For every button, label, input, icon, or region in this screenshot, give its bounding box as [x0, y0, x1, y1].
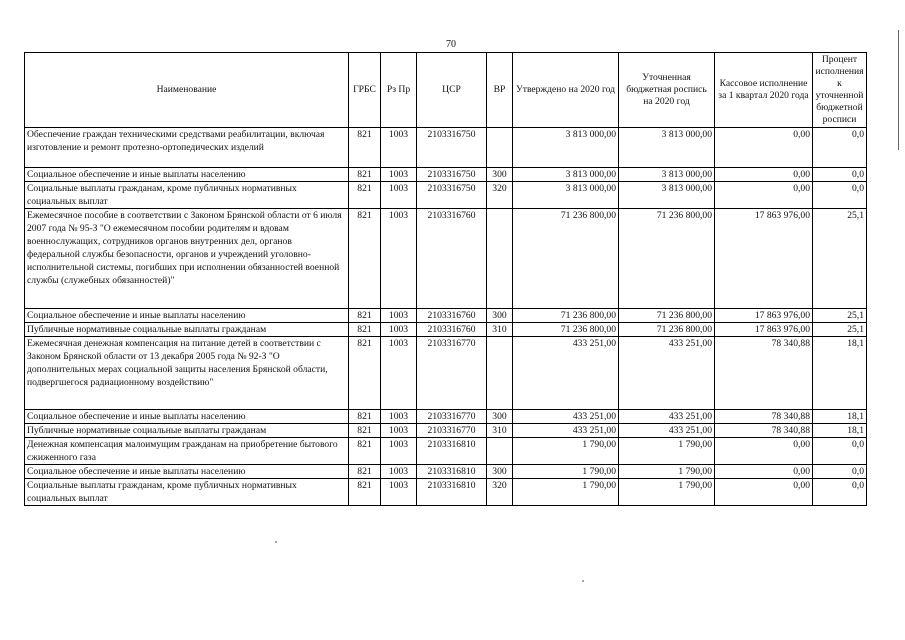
row-grbs: 821 — [349, 309, 381, 323]
row-rzpr: 1003 — [381, 182, 417, 209]
table-row — [25, 309, 867, 323]
row-csr: 2103316750 — [417, 168, 487, 182]
row-refined: 71 236 800,00 — [619, 309, 715, 323]
row-csr: 2103316770 — [417, 424, 487, 438]
row-approved: 1 790,00 — [513, 479, 619, 506]
row-grbs: 821 — [349, 465, 381, 479]
table-row — [25, 465, 867, 479]
row-name: Ежемесячная денежная компенсация на питание детей в соответствии с Законом Брянской области от 13 декабря 2005 года № 92-З "О дополнительных мерах социальной защиты населения Брянской области, подвергшегося радиационному воздействию" — [25, 337, 349, 410]
row-name: Денежная компенсация малоимущим гражданам на приобретение бытового сжиженного газа — [25, 438, 349, 465]
row-approved: 3 813 000,00 — [513, 168, 619, 182]
row-approved: 1 790,00 — [513, 465, 619, 479]
row-cash: 17 863 976,00 — [715, 209, 813, 309]
row-cash: 17 863 976,00 — [715, 309, 813, 323]
row-rzpr: 1003 — [381, 128, 417, 168]
row-percent: 0,0 — [813, 168, 867, 182]
row-percent: 0,0 — [813, 182, 867, 209]
table-row — [25, 168, 867, 182]
header-grbs: ГРБС — [349, 53, 381, 128]
row-grbs: 821 — [349, 168, 381, 182]
header-csr: ЦСР — [417, 53, 487, 128]
row-grbs: 821 — [349, 424, 381, 438]
row-percent: 18,1 — [813, 410, 867, 424]
row-csr: 2103316810 — [417, 465, 487, 479]
row-grbs: 821 — [349, 128, 381, 168]
row-percent: 25,1 — [813, 323, 867, 337]
row-name: Ежемесячное пособие в соответствии с Законом Брянской области от 6 июля 2007 года № 95-З "О ежемесячном пособии родителям и вдовам военнослужащих, сотрудников органов внутренних дел, органов федеральной службы безопасности, органов и учреждений уголовно-исполнительной системы, погибших при исполнении обязанностей военной службы (служебных обязанностей)" — [25, 209, 349, 309]
row-percent: 0,0 — [813, 128, 867, 168]
row-name: Публичные нормативные социальные выплаты гражданам — [25, 323, 349, 337]
row-grbs: 821 — [349, 209, 381, 309]
row-csr: 2103316810 — [417, 479, 487, 506]
header-row — [25, 53, 867, 128]
table-row — [25, 128, 867, 168]
row-name: Обеспечение граждан техническими средствами реабилитации, включая изготовление и ремонт протезно-ортопедических изделий — [25, 128, 349, 168]
table-row — [25, 209, 867, 309]
header-approved: Утверждено на 2020 год — [513, 53, 619, 128]
row-grbs: 821 — [349, 182, 381, 209]
row-refined: 1 790,00 — [619, 438, 715, 465]
row-approved: 433 251,00 — [513, 424, 619, 438]
table-row — [25, 323, 867, 337]
row-refined: 1 790,00 — [619, 465, 715, 479]
row-refined: 3 813 000,00 — [619, 128, 715, 168]
row-rzpr: 1003 — [381, 479, 417, 506]
row-vr: 310 — [487, 323, 513, 337]
table-row — [25, 479, 867, 506]
table-row — [25, 438, 867, 465]
row-grbs: 821 — [349, 323, 381, 337]
row-csr: 2103316770 — [417, 410, 487, 424]
header-cash: Кассовое исполнение за 1 квартал 2020 года — [715, 53, 813, 128]
row-csr: 2103316770 — [417, 337, 487, 410]
row-approved: 3 813 000,00 — [513, 128, 619, 168]
scan-speck — [275, 541, 277, 543]
scan-edge-line — [898, 30, 899, 150]
header-vr: ВР — [487, 53, 513, 128]
budget-table — [24, 52, 867, 506]
row-rzpr: 1003 — [381, 168, 417, 182]
table-row — [25, 337, 867, 410]
row-rzpr: 1003 — [381, 309, 417, 323]
row-rzpr: 1003 — [381, 465, 417, 479]
row-name: Социальные выплаты гражданам, кроме публичных нормативных социальных выплат — [25, 182, 349, 209]
row-grbs: 821 — [349, 438, 381, 465]
row-rzpr: 1003 — [381, 424, 417, 438]
row-rzpr: 1003 — [381, 410, 417, 424]
row-percent: 25,1 — [813, 309, 867, 323]
row-vr — [487, 209, 513, 309]
row-approved: 3 813 000,00 — [513, 182, 619, 209]
row-grbs: 821 — [349, 479, 381, 506]
row-percent: 18,1 — [813, 337, 867, 410]
row-cash: 0,00 — [715, 465, 813, 479]
row-cash: 17 863 976,00 — [715, 323, 813, 337]
row-cash: 0,00 — [715, 479, 813, 506]
row-vr — [487, 128, 513, 168]
row-csr: 2103316810 — [417, 438, 487, 465]
scan-speck — [582, 580, 584, 582]
header-percent: Процент исполнения к уточненной бюджетной росписи — [813, 53, 867, 128]
header-name: Наименование — [25, 53, 349, 128]
table-row — [25, 410, 867, 424]
row-approved: 71 236 800,00 — [513, 309, 619, 323]
row-percent: 0,0 — [813, 438, 867, 465]
row-percent: 18,1 — [813, 424, 867, 438]
row-refined: 1 790,00 — [619, 479, 715, 506]
row-approved: 71 236 800,00 — [513, 323, 619, 337]
row-refined: 433 251,00 — [619, 410, 715, 424]
row-vr: 300 — [487, 168, 513, 182]
row-vr: 310 — [487, 424, 513, 438]
row-vr: 300 — [487, 309, 513, 323]
row-cash: 0,00 — [715, 168, 813, 182]
row-grbs: 821 — [349, 410, 381, 424]
row-csr: 2103316750 — [417, 128, 487, 168]
table-row — [25, 424, 867, 438]
row-name: Публичные нормативные социальные выплаты гражданам — [25, 424, 349, 438]
row-percent: 25,1 — [813, 209, 867, 309]
row-vr — [487, 337, 513, 410]
row-csr: 2103316760 — [417, 309, 487, 323]
row-refined: 433 251,00 — [619, 424, 715, 438]
row-approved: 1 790,00 — [513, 438, 619, 465]
header-rzpr: Рз Пр — [381, 53, 417, 128]
row-rzpr: 1003 — [381, 209, 417, 309]
row-cash: 78 340,88 — [715, 424, 813, 438]
row-cash: 78 340,88 — [715, 337, 813, 410]
row-name: Социальные выплаты гражданам, кроме публичных нормативных социальных выплат — [25, 479, 349, 506]
row-refined: 433 251,00 — [619, 337, 715, 410]
row-csr: 2103316760 — [417, 209, 487, 309]
row-name: Социальное обеспечение и иные выплаты населению — [25, 309, 349, 323]
row-csr: 2103316760 — [417, 323, 487, 337]
row-csr: 2103316750 — [417, 182, 487, 209]
row-vr: 320 — [487, 182, 513, 209]
row-refined: 3 813 000,00 — [619, 182, 715, 209]
row-cash: 0,00 — [715, 182, 813, 209]
row-grbs: 821 — [349, 337, 381, 410]
page-number: 70 — [446, 39, 456, 50]
row-approved: 433 251,00 — [513, 410, 619, 424]
row-rzpr: 1003 — [381, 438, 417, 465]
row-rzpr: 1003 — [381, 323, 417, 337]
row-percent: 0,0 — [813, 479, 867, 506]
row-percent: 0,0 — [813, 465, 867, 479]
row-vr: 320 — [487, 479, 513, 506]
row-cash: 0,00 — [715, 438, 813, 465]
row-vr: 300 — [487, 465, 513, 479]
row-approved: 71 236 800,00 — [513, 209, 619, 309]
row-refined: 71 236 800,00 — [619, 209, 715, 309]
row-approved: 433 251,00 — [513, 337, 619, 410]
row-name: Социальное обеспечение и иные выплаты населению — [25, 465, 349, 479]
row-name: Социальное обеспечение и иные выплаты населению — [25, 168, 349, 182]
row-cash: 78 340,88 — [715, 410, 813, 424]
row-refined: 71 236 800,00 — [619, 323, 715, 337]
row-name: Социальное обеспечение и иные выплаты населению — [25, 410, 349, 424]
row-cash: 0,00 — [715, 128, 813, 168]
row-vr — [487, 438, 513, 465]
header-refined: Уточненная бюджетная роспись на 2020 год — [619, 53, 715, 128]
row-vr: 300 — [487, 410, 513, 424]
table-row — [25, 182, 867, 209]
row-refined: 3 813 000,00 — [619, 168, 715, 182]
row-rzpr: 1003 — [381, 337, 417, 410]
